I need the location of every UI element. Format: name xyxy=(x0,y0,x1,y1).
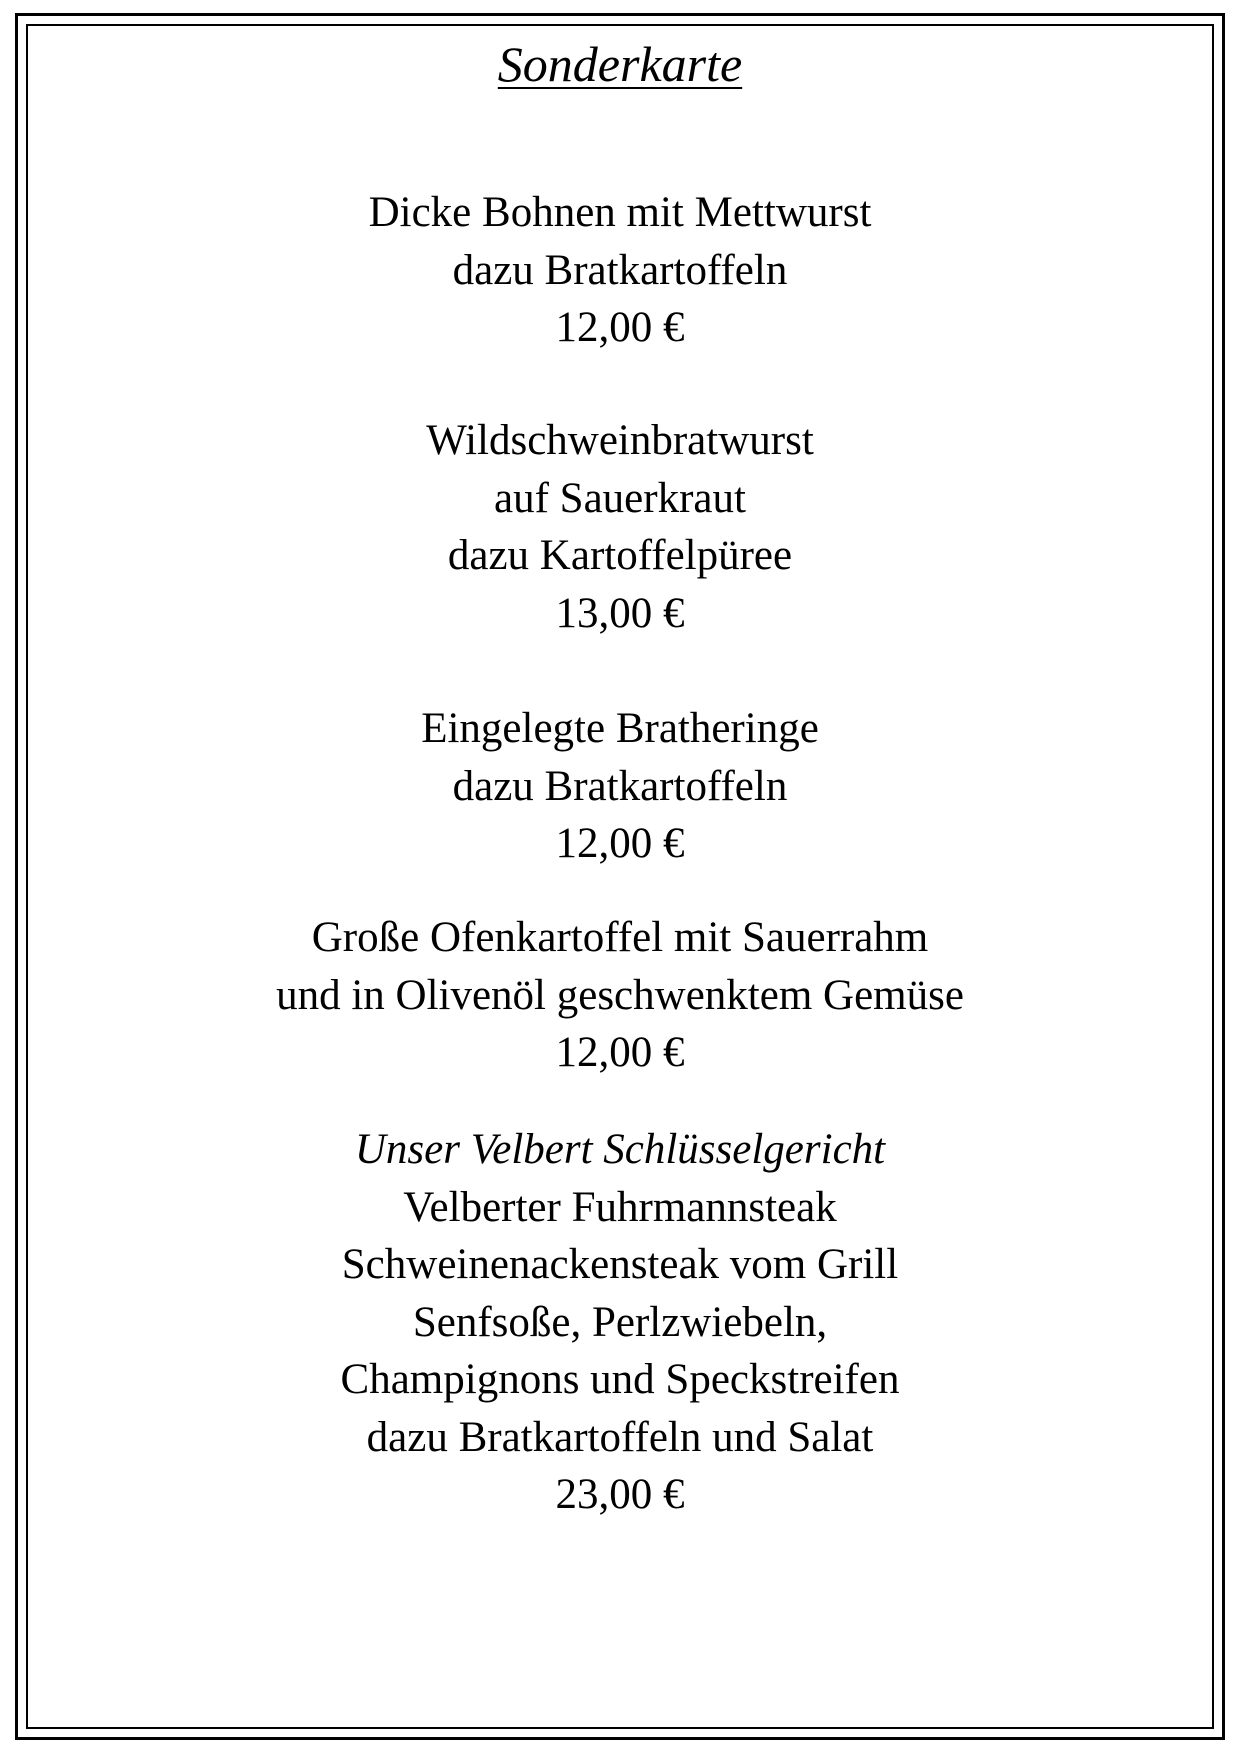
dish-description: Champignons und Speckstreifen xyxy=(340,1356,900,1403)
dish-name: Velberter Fuhrmannsteak xyxy=(403,1183,837,1231)
dish-price: 12,00 € xyxy=(555,304,685,351)
dish-side: dazu Bratkartoffeln xyxy=(452,762,788,810)
dish-name: Wildschweinbratwurst xyxy=(426,417,814,464)
dish-name: Dicke Bohnen mit Mettwurst xyxy=(368,189,872,236)
menu-item-bratheringe xyxy=(26,700,1214,873)
menu-item-ofenkartoffel xyxy=(26,909,1214,1082)
dish-price: 23,00 € xyxy=(555,1471,685,1518)
dish-description: Schweinenackensteak vom Grill xyxy=(341,1241,899,1288)
menu-item-dicke-bohnen xyxy=(26,184,1214,357)
dish-side: und in Olivenöl geschwenktem Gemüse xyxy=(276,971,964,1019)
dish-subtitle: Unser Velbert Schlüsselgericht xyxy=(354,1126,886,1173)
dish-name: Eingelegte Bratheringe xyxy=(421,705,819,752)
dish-price: 13,00 € xyxy=(555,589,685,637)
dish-side: dazu Kartoffelpüree xyxy=(447,532,793,579)
dish-name: Große Ofenkartoffel mit Sauerrahm xyxy=(311,914,929,961)
dish-price: 12,00 € xyxy=(555,1029,685,1076)
menu-item-fuhrmannsteak xyxy=(26,1121,1214,1524)
dish-side: dazu Bratkartoffeln xyxy=(452,246,788,294)
menu-item-wildschweinbratwurst xyxy=(26,412,1214,642)
menu-title: Sonderkarte xyxy=(497,36,743,92)
dish-description: Senfsoße, Perlzwiebeln, xyxy=(412,1298,828,1346)
dish-side: dazu Bratkartoffeln und Salat xyxy=(366,1413,874,1461)
dish-description: auf Sauerkraut xyxy=(494,474,746,522)
dish-price: 12,00 € xyxy=(555,820,685,867)
